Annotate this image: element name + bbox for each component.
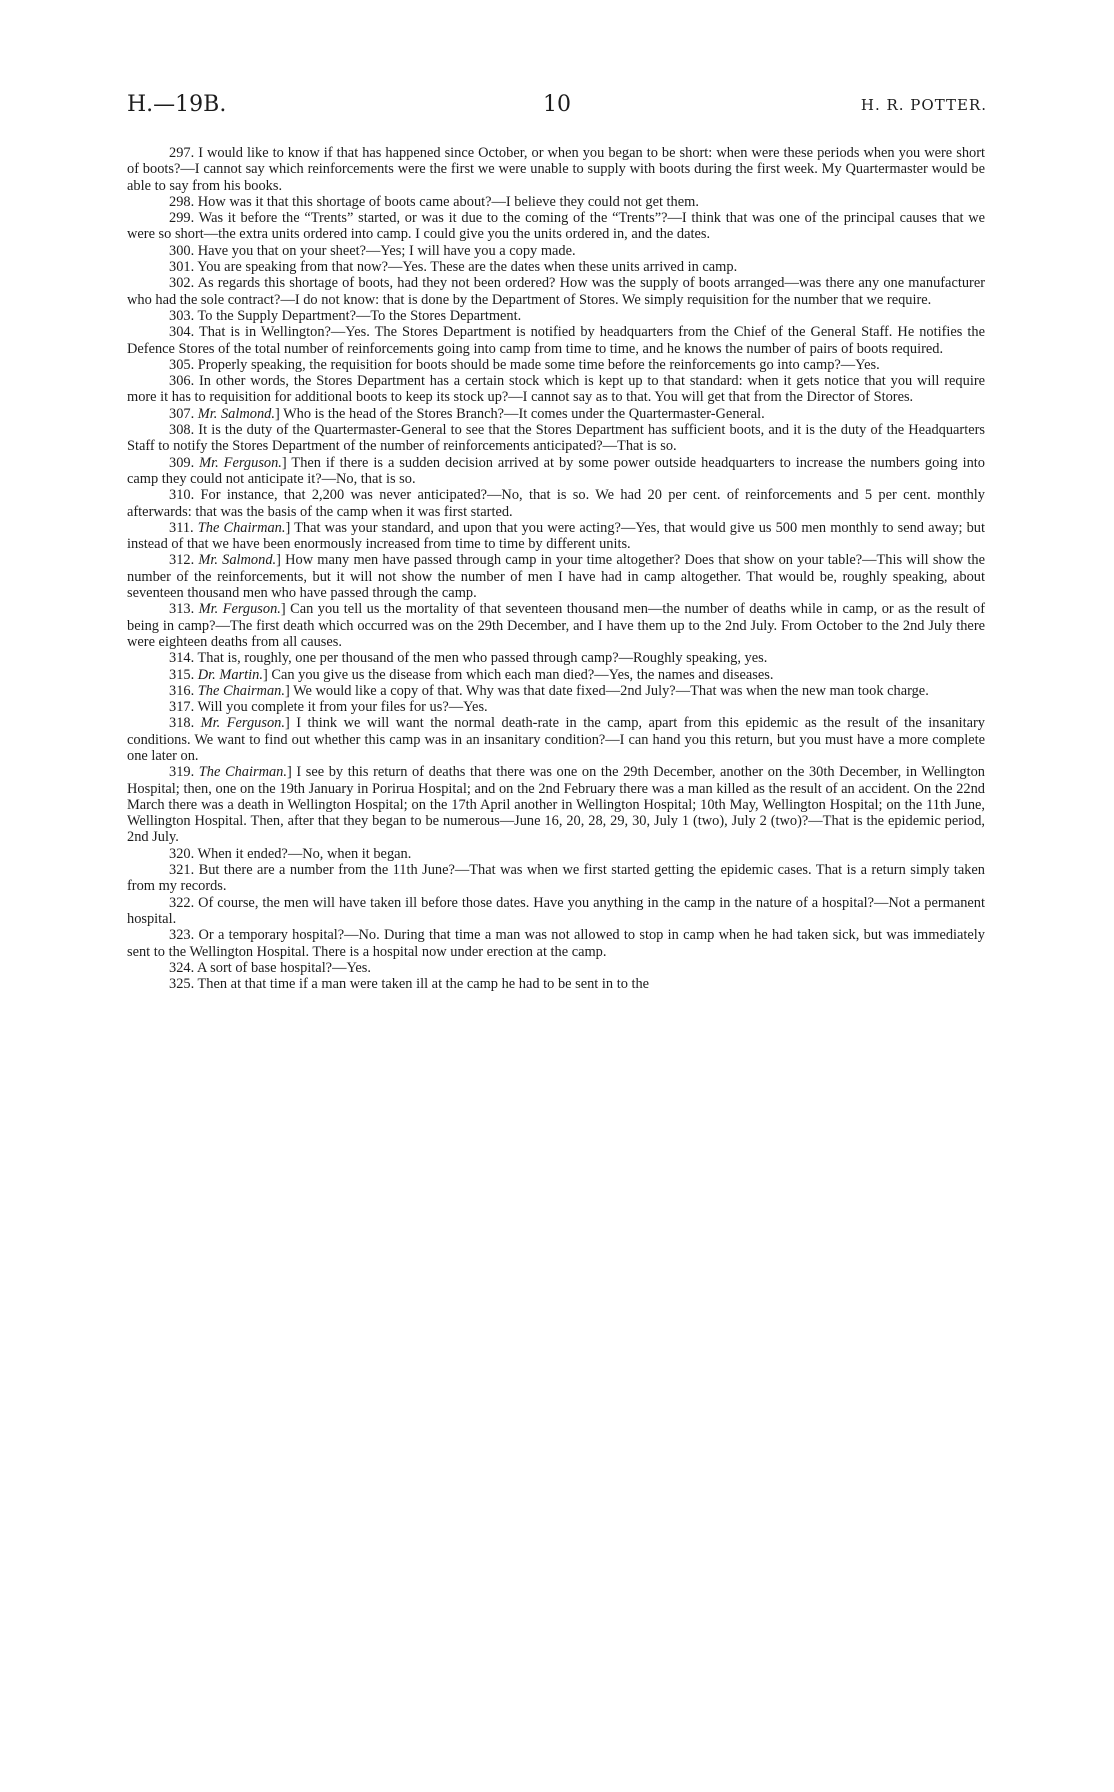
question-paragraph — [127, 406, 985, 422]
question-paragraph — [127, 667, 985, 683]
question-paragraph — [127, 455, 985, 488]
paragraph-text: ] Then if there is a sudden decision arrived at by some power outside headquarters to increase the numbers going into camp they could not anticipate it?—No, that is so. — [127, 454, 985, 487]
question-paragraph — [127, 764, 985, 845]
speaker-name: Dr. Martin. — [197, 666, 263, 683]
question-paragraph — [127, 422, 985, 455]
question-paragraph — [127, 308, 985, 324]
paragraph-text: 302. As regards this shortage of boots, had they not been ordered? How was the supply of boots arranged—was there any one manufacturer who had the sole contract?—I do not know: that is done by the Department of Stores. We simply requisition for the number that we require. — [127, 275, 985, 308]
document-reference: H.—19B. — [127, 92, 227, 117]
paragraph-text: 314. That is, roughly, one per thousand of the men who passed through camp?—Roughly speaking, yes. — [169, 650, 768, 667]
question-paragraph — [127, 520, 985, 553]
question-paragraph — [127, 683, 985, 699]
paragraph-text: 316. — [169, 682, 198, 699]
question-paragraph — [127, 194, 985, 210]
question-paragraph — [127, 960, 985, 976]
speaker-name: Mr. Salmond. — [198, 552, 277, 569]
speaker-name: Mr. Ferguson. — [200, 715, 285, 732]
question-paragraph — [127, 357, 985, 373]
witness-name: H. R. POTTER. — [860, 96, 987, 114]
paragraph-text: 317. Will you complete it from your files for us?—Yes. — [169, 699, 488, 716]
minutes-of-evidence — [127, 145, 985, 992]
paragraph-text: 323. Or a temporary hospital?—No. During that time a man was not allowed to stop in camp when he had taken sick, but was immediately sent to the Wellington Hospital. There is a hospital now under erection at the camp. — [127, 927, 985, 960]
paragraph-text: 310. For instance, that 2,200 was never anticipated?—No, that is so. We had 20 per cent. of reinforcements and 5 per cent. monthly afterwards: that was the basis of the camp when it was first started. — [127, 487, 985, 520]
paragraph-text: ] That was your standard, and upon that you were acting?—Yes, that would give us 500 men monthly to send away; but instead of that we have been enormously increased from time to time by different units. — [127, 519, 985, 553]
paragraph-text: 308. It is the duty of the Quartermaster-General to see that the Stores Department has sufficient boots, and it is the duty of the Headquarters Staff to notify the Stores Department of the number of reinforcements anticipated?—That is so. — [127, 422, 985, 455]
paragraph-text: 303. To the Supply Department?—To the Stores Department. — [169, 307, 522, 324]
paragraph-text: 298. How was it that this shortage of boots came about?—I believe they could not get them. — [169, 193, 699, 210]
paragraph-text: 304. That is in Wellington?—Yes. The Stores Department is notified by headquarters from the Chief of the General Staff. He notifies the Defence Stores of the total number of reinforcements going into camp from time to time, and he knows the number of pairs of boots required. — [127, 324, 985, 357]
paragraph-text: 324. A sort of base hospital?—Yes. — [169, 959, 372, 976]
paragraph-text: ] Can you tell us the mortality of that seventeen thousand men—the number of deaths while in camp, or as the result of being in camp?—The first death which occurred was on the 29th December, and I have them up to the 2nd July. From October to the 2nd July there were eighteen deaths from all causes. — [127, 601, 985, 650]
question-paragraph — [127, 210, 985, 243]
question-paragraph — [127, 275, 985, 308]
paragraph-text: 313. — [169, 601, 199, 618]
question-paragraph — [127, 650, 985, 666]
question-paragraph — [127, 373, 985, 406]
question-paragraph — [127, 145, 985, 194]
paragraph-text: 305. Properly speaking, the requisition for boots should be made some time before the reinforcements go into camp?—Yes. — [169, 356, 880, 373]
speaker-name: The Chairman. — [197, 682, 285, 699]
paragraph-text: 307. — [169, 405, 198, 422]
page-number: 10 — [543, 92, 571, 117]
paragraph-text: 319. — [169, 764, 199, 781]
paragraph-text: ] I see by this return of deaths that there was one on the 29th December, another on the 30th December, in Wellington Hospital; then, one on the 19th January in Porirua Hospital; and on the 2nd February there was a man killed as the result of an accident. On the 22nd March there was a death in Wellington Hospital; on the 17th April another in Wellington Hospital; 10th May, Wellington Hospital; on the 11th June, Wellington Hospital. Then, after that they began to be numerous—June 16, 20, 28, 29, 30, July 1 (two), July 2 (two)?—That is the epidemic period, 2nd July. — [127, 764, 985, 846]
paragraph-text: 306. In other words, the Stores Department has a certain stock which is kept up to that standard: when it gets notice that you will require more it has to requisition for additional boots to keep its stock up?—I cannot say as to that. You will get that from the Director of Stores. — [127, 373, 985, 406]
speaker-name: Mr. Ferguson. — [198, 601, 281, 618]
speaker-name: Mr. Ferguson. — [199, 454, 282, 471]
speaker-name: The Chairman. — [198, 764, 287, 781]
question-paragraph — [127, 862, 985, 895]
question-paragraph — [127, 552, 985, 601]
paragraph-text: ] How many men have passed through camp in your time altogether? Does that show on your table?—This will show the number of the reinforcements, but it will not show the number of men I have had in camp altogether. That would be, roughly speaking, about seventeen thousand men who have passed through the camp. — [127, 552, 985, 602]
paragraph-text: 299. Was it before the “Trents” started, or was it due to the coming of the “Trents”?—I think that was one of the principal causes that we were so short—the extra units ordered into camp. I could give you the units ordered in, and the dates. — [127, 210, 985, 243]
paragraph-text: ] Can you give us the disease from which each man died?—Yes, the names and diseases. — [262, 666, 774, 683]
paragraph-text: 315. — [169, 666, 198, 683]
paragraph-text: 311. — [169, 519, 198, 536]
question-paragraph — [127, 927, 985, 960]
question-paragraph — [127, 699, 985, 715]
paragraph-text: ] I think we will want the normal death-rate in the camp, apart from this epidemic as the result of the insanitary conditions. We want to find out whether this camp was in an insanitary condition?—I can hand you this return, but you must have a more complete one later on. — [127, 715, 985, 764]
paragraph-text: ] Who is the head of the Stores Branch?—It comes under the Quartermaster-General. — [274, 405, 765, 422]
paragraph-text: 297. I would like to know if that has happened since October, or when you began to be short: when were these periods when you were short of boots?—I cannot say which reinforcements were the first we were unable to supply with boots during the first week. My Quartermaster would be able to say from his books. — [127, 145, 985, 194]
page-header — [127, 92, 987, 122]
paragraph-text: 301. You are speaking from that now?—Yes. These are the dates when these units arrived in camp. — [169, 259, 738, 276]
paragraph-text: 309. — [169, 454, 200, 471]
paragraph-text: ] We would like a copy of that. Why was that date fixed—2nd July?—That was when the new man took charge. — [284, 682, 929, 699]
question-paragraph — [127, 715, 985, 764]
question-paragraph — [127, 846, 985, 862]
speaker-name: The Chairman. — [197, 519, 286, 536]
paragraph-text: 300. Have you that on your sheet?—Yes; I will have you a copy made. — [169, 242, 576, 259]
paragraph-text: 325. Then at that time if a man were taken ill at the camp he had to be sent in to the — [169, 976, 650, 993]
question-paragraph — [127, 895, 985, 928]
question-paragraph — [127, 324, 985, 357]
question-paragraph — [127, 259, 985, 275]
paragraph-text: 321. But there are a number from the 11th June?—That was when we first started getting the epidemic cases. That is a return simply taken from my records. — [127, 862, 985, 895]
question-paragraph — [127, 601, 985, 650]
paragraph-text: 312. — [169, 552, 199, 569]
question-paragraph — [127, 243, 985, 259]
paragraph-text: 320. When it ended?—No, when it began. — [169, 845, 412, 862]
paragraph-text: 322. Of course, the men will have taken ill before those dates. Have you anything in the camp in the nature of a hospital?—Not a permanent hospital. — [127, 894, 985, 927]
question-paragraph — [127, 976, 985, 992]
question-paragraph — [127, 487, 985, 520]
paragraph-text: 318. — [169, 715, 201, 732]
speaker-name: Mr. Salmond. — [197, 405, 275, 422]
